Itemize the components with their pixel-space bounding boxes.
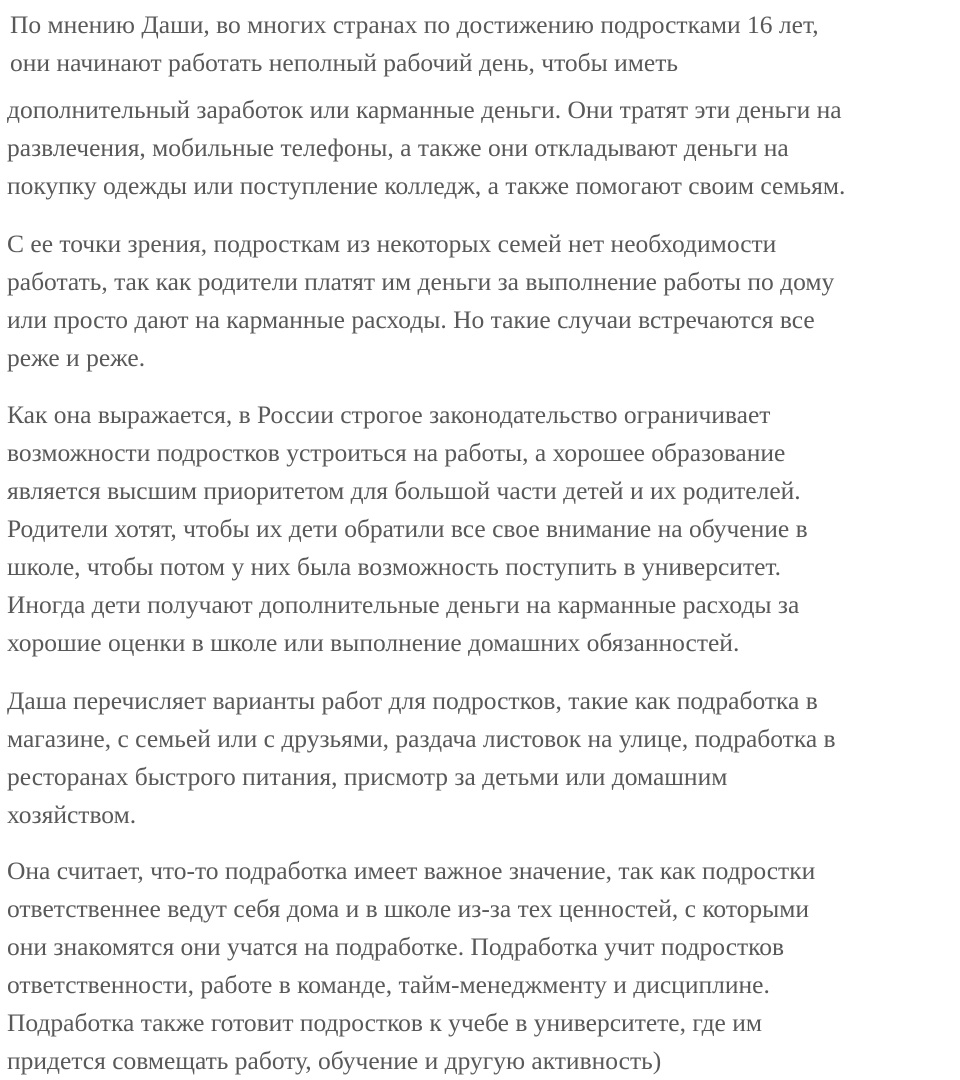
paragraph-2: [7, 91, 845, 205]
paragraph-3: [7, 225, 834, 377]
text-line: работать, так как родители платят им деньги за выполнение работы по дому: [7, 267, 835, 296]
text-line: С ее точки зрения, подросткам из некоторых семей нет необходимости: [7, 229, 777, 258]
text-line: возможности подростков устроиться на работы, а хорошее образование: [7, 438, 786, 467]
text-line: магазине, с семьей или с друзьями, раздача листовок на улице, подработка в: [7, 724, 836, 753]
text-line: ресторанах быстрого питания, присмотр за детьми или домашним: [7, 762, 728, 791]
text-line: придется совмещать работу, обучение и другую активность): [7, 1046, 662, 1075]
text-line: Даша перечисляет варианты работ для подростков, такие как подработка в: [7, 686, 818, 715]
text-line: школе, чтобы потом у них была возможность поступить в университет.: [7, 552, 782, 581]
text-line: или просто дают на карманные расходы. Но такие случаи встречаются все: [7, 305, 815, 334]
text-line: покупку одежды или поступление колледж, а также помогают своим семьям.: [7, 171, 846, 200]
paragraph-4: [7, 396, 808, 662]
text-line: хорошие оценки в школе или выполнение домашних обязанностей.: [7, 628, 740, 657]
text-line: они знакомятся они учатся на подработке. Подработка учит подростков: [7, 932, 785, 961]
text-line: является высшим приоритетом для большой части детей и их родителей.: [7, 476, 801, 505]
text-line: развлечения, мобильные телефоны, а также они откладывают деньги на: [7, 133, 789, 162]
text-line: ответственности, работе в команде, тайм-менеджменту и дисциплине.: [7, 970, 770, 999]
text-line: дополнительный заработок или карманные деньги. Они тратят эти деньги на: [7, 95, 842, 124]
text-line: Родители хотят, чтобы их дети обратили все свое внимание на обучение в: [7, 514, 808, 543]
text-line: По мнению Даши, во многих странах по достижению подростками 16 лет,: [10, 10, 819, 39]
text-line: реже и реже.: [7, 343, 146, 372]
paragraph-1: [7, 6, 819, 82]
paragraph-6: [7, 852, 815, 1080]
text-line: они начинают работать неполный рабочий день, чтобы иметь: [10, 48, 678, 77]
paragraph-5: [7, 682, 836, 834]
text-line: хозяйством.: [7, 800, 137, 829]
text-line: Она считает, что-то подработка имеет важное значение, так как подростки: [7, 856, 816, 885]
text-line: ответственнее ведут себя дома и в школе из-за тех ценностей, с которыми: [7, 894, 810, 923]
text-line: Подработка также готовит подростков к учебе в университете, где им: [7, 1008, 763, 1037]
text-line: Как она выражается, в России строгое законодательство ограничивает: [7, 400, 771, 429]
text-line: Иногда дети получают дополнительные деньги на карманные расходы за: [7, 590, 800, 619]
